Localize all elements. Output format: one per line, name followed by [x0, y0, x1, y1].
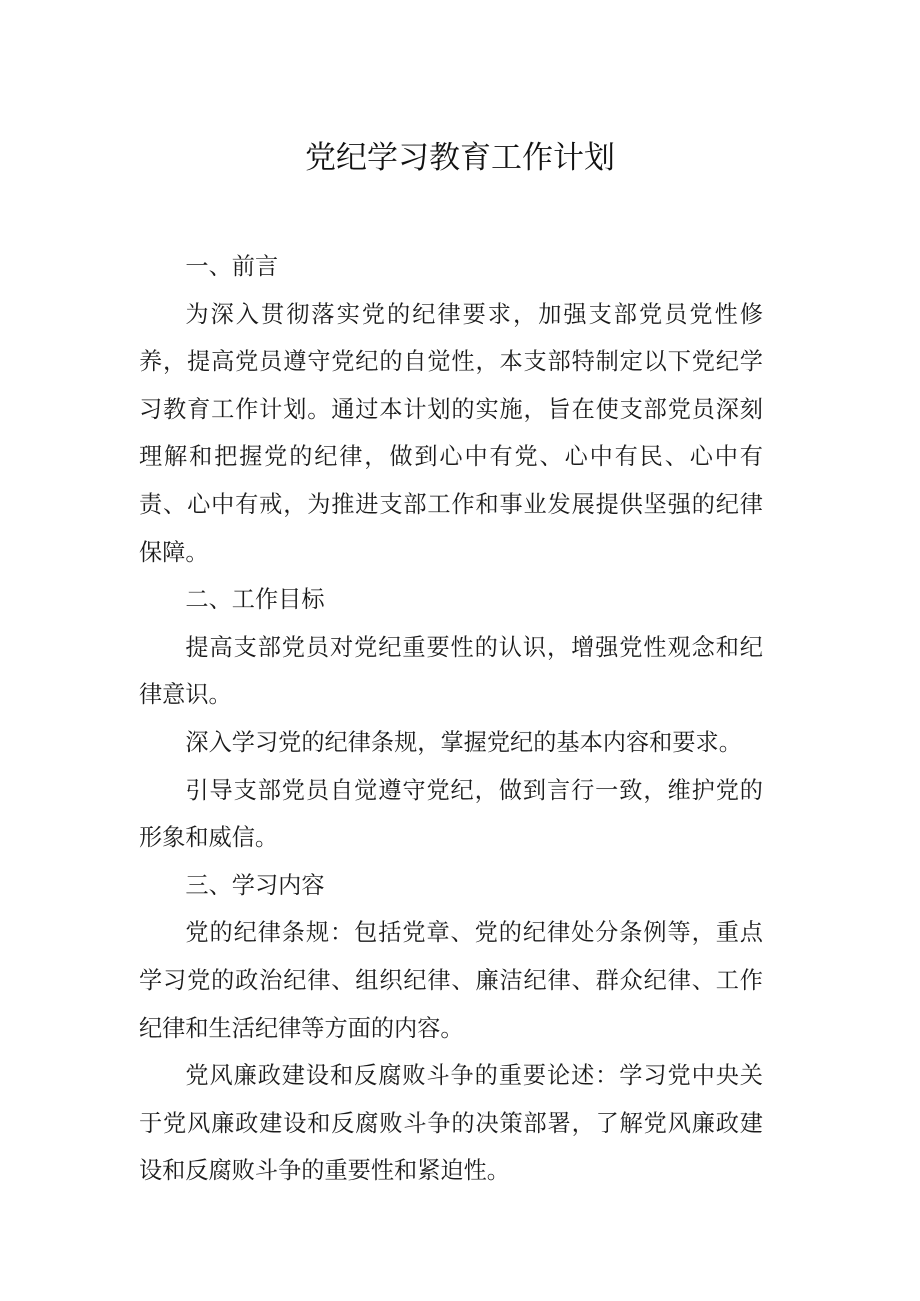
paragraph-goal-1: 提高支部党员对党纪重要性的认识，增强党性观念和纪律意识。	[139, 633, 763, 709]
paragraph-content-1: 党的纪律条规：包括党章、党的纪律处分条例等，重点学习党的政治纪律、组织纪律、廉洁纪律、群众纪律、工作纪律和生活纪律等方面的内容。	[139, 919, 763, 1042]
paragraph-goal-3: 引导支部党员自觉遵守党纪，做到言行一致，维护党的形象和威信。	[139, 776, 763, 852]
section-heading-goals: 二、工作目标	[185, 586, 325, 614]
section-heading-preface: 一、前言	[185, 253, 279, 280]
paragraph-content-2: 党风廉政建设和反腐败斗争的重要论述：学习党中央关于党风廉政建设和反腐败斗争的决策部署，了解党风廉政建设和反腐败斗争的重要性和紧迫性。	[139, 1062, 763, 1185]
section-heading-content: 三、学习内容	[185, 871, 325, 899]
document-title: 党纪学习教育工作计划	[305, 140, 615, 176]
paragraph-preface: 为深入贯彻落实党的纪律要求，加强支部党员党性修养，提高党员遵守党纪的自觉性，本支部特制定以下党纪学习教育工作计划。通过本计划的实施，旨在使支部党员深刻理解和把握党的纪律，做到心中有党、心中有民、心中有责、心中有戒，为推进支部工作和事业发展提供坚强的纪律保障。	[139, 300, 763, 566]
paragraph-goal-2: 深入学习党的纪律条规，掌握党纪的基本内容和要求。	[185, 728, 742, 756]
document-body	[139, 243, 763, 1195]
